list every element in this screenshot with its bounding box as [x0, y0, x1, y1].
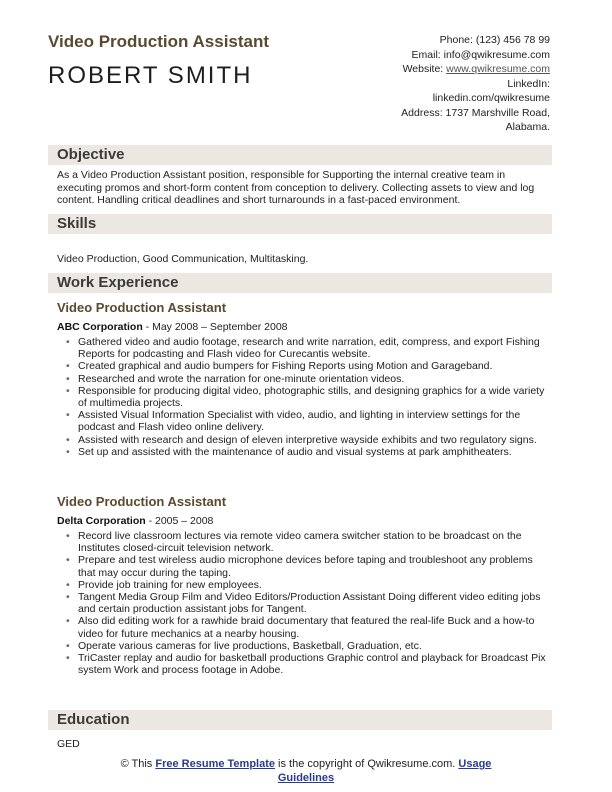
job-dates: - May 2008 – September 2008 [142, 321, 288, 333]
usage-guidelines-link[interactable]: Usage [458, 758, 492, 770]
usage-guidelines-link-continued[interactable]: Guidelines [277, 772, 335, 784]
objective-text: As a Video Production Assistant position, responsible for Supporting the internal creative team in executing promos and short-form content from conception to delivery. Collecting assets to view and log content. Handling critical deadlines and short turnarounds in a fast-paced environment. [57, 169, 535, 206]
work-experience-heading: Work Experience [48, 273, 552, 293]
education-text: GED [57, 738, 80, 750]
job-title: Video Production Assistant [57, 300, 227, 315]
company-name: ABC Corporation [57, 321, 143, 333]
company-name: Delta Corporation [57, 515, 146, 527]
objective-heading: Objective [48, 145, 552, 165]
candidate-name: ROBERT SMITH [48, 62, 253, 89]
education-heading: Education [48, 710, 552, 730]
contact-address-line1: Address: 1737 Marshville Road, [401, 106, 550, 119]
job-bullet: • Also did editing work for a rawhide braid documentary that featured the real-life Buck and a how-to video for future mechanics at a nearby housing. [78, 615, 552, 639]
contact-linkedin-label: LinkedIn: [507, 77, 550, 90]
resume-job-title: Video Production Assistant [48, 32, 270, 51]
job-bullet: • Responsible for producing digital video, photographic stills, and designing graphics for a wide variety of multimedia projects. [78, 385, 552, 409]
job-bullet: • Operate various cameras for live productions, Basketball, Graduation, etc. [78, 640, 552, 652]
contact-linkedin-url: linkedin.com/qwikresume [432, 92, 550, 104]
contact-phone: Phone: (123) 456 78 99 [439, 34, 550, 46]
job-bullet: • Record live classroom lectures via remote video camera switcher station to be broadcast on the Institutes closed-circuit television network. [78, 530, 552, 554]
website-label: Website: [402, 63, 447, 75]
job-bullet: • Assisted Visual Information Specialist with video, audio, and lighting in interview settings for the podcast and Flash video online delivery. [78, 409, 552, 433]
job-bullets [57, 336, 552, 458]
job-bullets [57, 530, 552, 676]
job-entry-1 [57, 300, 552, 458]
skills-heading: Skills [48, 214, 552, 234]
job-dates: - 2005 – 2008 [145, 515, 214, 527]
contact-email: Email: info@qwikresume.com [411, 48, 550, 61]
skills-text: Video Production, Good Communication, Multitasking. [57, 253, 309, 265]
job-entry-2 [57, 494, 552, 676]
job-bullet: • Set up and assisted with the maintenance of audio and visual systems at park amphitheaters. [78, 446, 552, 458]
job-bullet: • Gathered video and audio footage, research and write narration, edit, compress, and export Fishing Reports for podcasting and Flash video for Curecantis website. [78, 336, 552, 360]
footer-middle: is the copyright of Qwikresume.com. [275, 758, 459, 770]
website-link[interactable]: www.qwikresume.com [446, 63, 550, 75]
job-bullet: • Assisted with research and design of eleven interpretive wayside exhibits and two regulatory signs. [78, 434, 552, 446]
job-bullet: • Researched and wrote the narration for one-minute orientation videos. [78, 373, 552, 385]
job-bullet: • Prepare and test wireless audio microphone devices before taping and troubleshoot any problems that may occur during the taping. [78, 554, 552, 578]
job-bullet: • Provide job training for new employees. [78, 579, 552, 591]
copyright-footer [0, 757, 612, 785]
contact-website [401, 62, 550, 77]
company-line [57, 515, 552, 527]
job-bullet: • Created graphical and audio bumpers for Fishing Reports using Motion and Garageband. [78, 360, 552, 372]
company-line [57, 321, 552, 333]
free-resume-template-link[interactable]: Free Resume Template [155, 758, 275, 770]
job-bullet: • Tangent Media Group Film and Video Editors/Production Assistant Doing different video editing jobs and certain production assistant jobs for Tangent. [78, 591, 552, 615]
contact-block [401, 33, 550, 135]
job-bullet: • TriCaster replay and audio for basketball productions Graphic control and playback for Broadcast Pix system Work and process footage in Adobe. [78, 652, 552, 676]
footer-prefix: © This [120, 758, 156, 770]
contact-address-line2: Alabama. [505, 121, 550, 133]
job-title: Video Production Assistant [57, 494, 227, 509]
